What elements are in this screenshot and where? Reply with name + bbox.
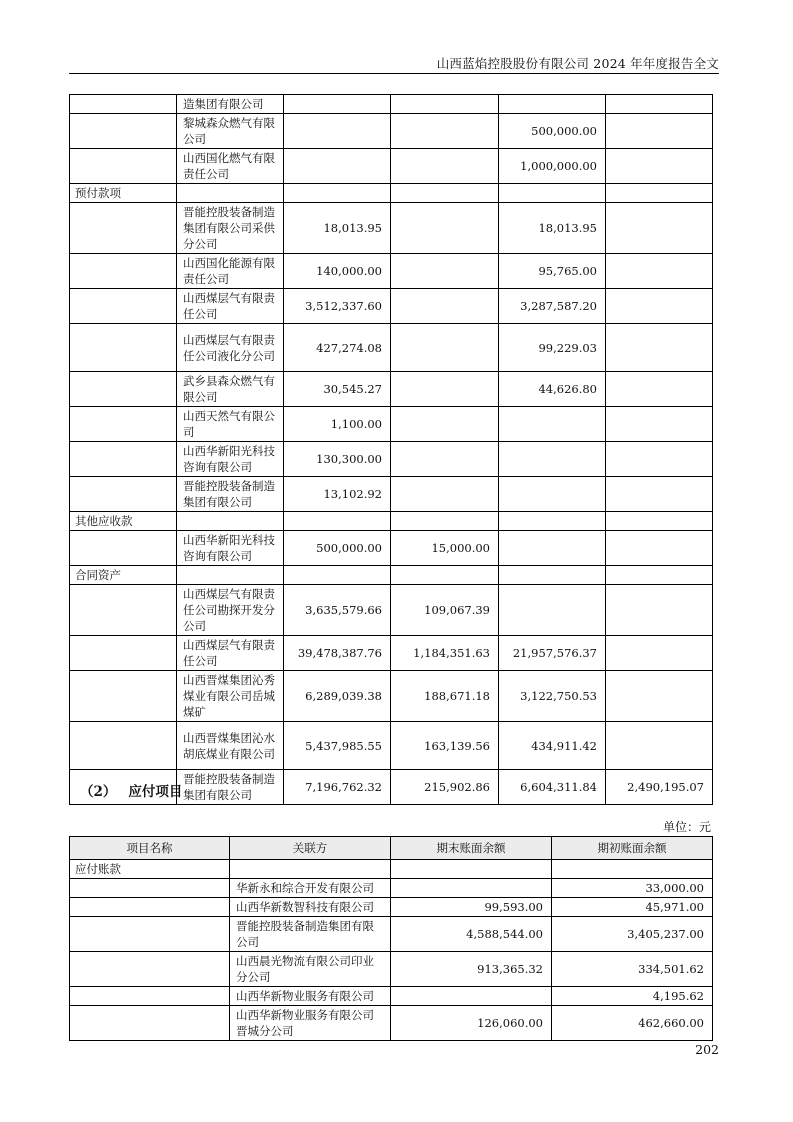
opening-balance-cell xyxy=(499,531,606,566)
item-name-cell xyxy=(70,1006,230,1041)
related-party-cell: 山西天然气有限公司 xyxy=(177,407,284,442)
header-item-name: 项目名称 xyxy=(70,837,230,860)
related-party-cell: 山西煤层气有限责任公司液化分公司 xyxy=(177,324,284,372)
payables-section-heading xyxy=(80,780,182,800)
table-row xyxy=(70,254,713,289)
category-cell xyxy=(70,722,177,770)
table-row xyxy=(70,722,713,770)
ending-bad-debt-cell xyxy=(391,114,499,149)
section-number: （2） xyxy=(80,784,117,800)
opening-balance-cell: 95,765.00 xyxy=(499,254,606,289)
category-cell xyxy=(70,585,177,636)
ending-balance-cell: 427,274.08 xyxy=(284,324,391,372)
table-row xyxy=(70,442,713,477)
opening-balance-cell: 4,195.62 xyxy=(552,987,713,1006)
related-party-cell: 晋能控股装备制造集团有限公司 xyxy=(177,477,284,512)
ending-balance-cell: 140,000.00 xyxy=(284,254,391,289)
ending-bad-debt-cell xyxy=(391,289,499,324)
ending-balance-cell: 18,013.95 xyxy=(284,203,391,254)
opening-balance-cell xyxy=(499,477,606,512)
category-cell xyxy=(70,203,177,254)
category-cell xyxy=(70,149,177,184)
related-party-cell: 山西华新阳光科技咨询有限公司 xyxy=(177,442,284,477)
category-cell xyxy=(70,442,177,477)
table-row xyxy=(70,149,713,184)
ending-balance-cell: 1,100.00 xyxy=(284,407,391,442)
opening-bad-debt-cell xyxy=(606,566,713,585)
opening-bad-debt-cell xyxy=(606,477,713,512)
receivables-table-body xyxy=(70,95,713,805)
ending-bad-debt-cell xyxy=(391,149,499,184)
related-party-cell xyxy=(177,184,284,203)
opening-balance-cell: 434,911.42 xyxy=(499,722,606,770)
table-row xyxy=(70,203,713,254)
ending-bad-debt-cell xyxy=(391,324,499,372)
opening-bad-debt-cell xyxy=(606,114,713,149)
category-cell xyxy=(70,636,177,671)
related-party-cell: 山西晨光物流有限公司印业分公司 xyxy=(230,952,391,987)
ending-balance-cell xyxy=(284,114,391,149)
related-party-cell: 晋能控股装备制造集团有限公司采供分公司 xyxy=(177,203,284,254)
category-cell xyxy=(70,407,177,442)
opening-balance-cell xyxy=(552,860,713,879)
ending-balance-cell: 99,593.00 xyxy=(391,898,552,917)
opening-bad-debt-cell xyxy=(606,95,713,114)
related-party-cell: 山西国化燃气有限责任公司 xyxy=(177,149,284,184)
opening-balance-cell: 33,000.00 xyxy=(552,879,713,898)
ending-balance-cell: 913,365.32 xyxy=(391,952,552,987)
opening-balance-cell: 99,229.03 xyxy=(499,324,606,372)
item-name-cell xyxy=(70,952,230,987)
related-party-cell: 山西煤层气有限责任公司勘探开发分公司 xyxy=(177,585,284,636)
ending-bad-debt-cell xyxy=(391,254,499,289)
opening-balance-cell: 18,013.95 xyxy=(499,203,606,254)
ending-bad-debt-cell: 163,139.56 xyxy=(391,722,499,770)
related-party-cell: 造集团有限公司 xyxy=(177,95,284,114)
table-row xyxy=(70,324,713,372)
ending-bad-debt-cell xyxy=(391,477,499,512)
opening-balance-cell: 462,660.00 xyxy=(552,1006,713,1041)
item-name-cell: 应付账款 xyxy=(70,860,230,879)
ending-bad-debt-cell xyxy=(391,95,499,114)
related-party-cell xyxy=(177,512,284,531)
opening-balance-cell xyxy=(499,442,606,477)
ending-bad-debt-cell xyxy=(391,512,499,531)
opening-balance-cell: 500,000.00 xyxy=(499,114,606,149)
ending-balance-cell xyxy=(391,879,552,898)
ending-balance-cell xyxy=(284,184,391,203)
ending-bad-debt-cell xyxy=(391,184,499,203)
related-party-cell: 山西国化能源有限责任公司 xyxy=(177,254,284,289)
related-party-cell xyxy=(177,566,284,585)
table-row xyxy=(70,987,713,1006)
opening-bad-debt-cell xyxy=(606,407,713,442)
table-row xyxy=(70,898,713,917)
category-cell xyxy=(70,324,177,372)
item-name-cell xyxy=(70,879,230,898)
ending-balance-cell xyxy=(391,860,552,879)
opening-bad-debt-cell xyxy=(606,512,713,531)
table-row xyxy=(70,671,713,722)
table-row xyxy=(70,114,713,149)
opening-balance-cell: 44,626.80 xyxy=(499,372,606,407)
related-party-cell: 山西煤层气有限责任公司 xyxy=(177,636,284,671)
related-party-receivables-table xyxy=(69,94,713,805)
ending-balance-cell: 4,588,544.00 xyxy=(391,917,552,952)
opening-balance-cell xyxy=(499,407,606,442)
opening-balance-cell: 3,287,587.20 xyxy=(499,289,606,324)
ending-bad-debt-cell: 188,671.18 xyxy=(391,671,499,722)
category-cell xyxy=(70,95,177,114)
header-ending-balance: 期末账面余额 xyxy=(391,837,552,860)
payables-table-body xyxy=(70,860,713,1041)
related-party-payables-table xyxy=(69,836,713,1041)
ending-balance-cell: 6,289,039.38 xyxy=(284,671,391,722)
unit-label: 单位：元 xyxy=(662,820,711,834)
ending-balance-cell: 3,512,337.60 xyxy=(284,289,391,324)
ending-balance-cell xyxy=(284,95,391,114)
table-row xyxy=(70,477,713,512)
related-party-cell: 山西华新阳光科技咨询有限公司 xyxy=(177,531,284,566)
related-party-cell: 山西晋煤集团沁秀煤业有限公司岳城煤矿 xyxy=(177,671,284,722)
related-party-cell: 山西华新数智科技有限公司 xyxy=(230,898,391,917)
ending-bad-debt-cell xyxy=(391,442,499,477)
ending-balance-cell: 13,102.92 xyxy=(284,477,391,512)
ending-bad-debt-cell xyxy=(391,407,499,442)
opening-bad-debt-cell: 2,490,195.07 xyxy=(606,770,713,805)
opening-balance-cell: 45,971.00 xyxy=(552,898,713,917)
section-title: 应付项目 xyxy=(128,784,183,800)
related-party-cell: 山西华新物业服务有限公司晋城分公司 xyxy=(230,1006,391,1041)
related-party-cell: 黎城森众燃气有限公司 xyxy=(177,114,284,149)
opening-balance-cell: 3,122,750.53 xyxy=(499,671,606,722)
table-row xyxy=(70,407,713,442)
ending-balance-cell: 7,196,762.32 xyxy=(284,770,391,805)
table-row xyxy=(70,636,713,671)
table-row xyxy=(70,860,713,879)
category-cell: 预付款项 xyxy=(70,184,177,203)
table-row xyxy=(70,372,713,407)
ending-balance-cell: 126,060.00 xyxy=(391,1006,552,1041)
opening-balance-cell: 334,501.62 xyxy=(552,952,713,987)
ending-bad-debt-cell: 215,902.86 xyxy=(391,770,499,805)
page-number: 202 xyxy=(695,1042,719,1057)
table-row xyxy=(70,95,713,114)
related-party-cell: 华新永和综合开发有限公司 xyxy=(230,879,391,898)
ending-bad-debt-cell: 15,000.00 xyxy=(391,531,499,566)
related-party-cell: 武乡县森众燃气有限公司 xyxy=(177,372,284,407)
opening-bad-debt-cell xyxy=(606,289,713,324)
opening-bad-debt-cell xyxy=(606,372,713,407)
header-related-party: 关联方 xyxy=(230,837,391,860)
item-name-cell xyxy=(70,987,230,1006)
opening-bad-debt-cell xyxy=(606,636,713,671)
opening-bad-debt-cell xyxy=(606,585,713,636)
table-row xyxy=(70,952,713,987)
ending-balance-cell: 500,000.00 xyxy=(284,531,391,566)
opening-balance-cell: 3,405,237.00 xyxy=(552,917,713,952)
item-name-cell xyxy=(70,898,230,917)
header-opening-balance: 期初账面余额 xyxy=(552,837,713,860)
opening-balance-cell: 21,957,576.37 xyxy=(499,636,606,671)
ending-balance-cell xyxy=(284,566,391,585)
related-party-cell: 山西华新物业服务有限公司 xyxy=(230,987,391,1006)
opening-bad-debt-cell xyxy=(606,671,713,722)
category-cell xyxy=(70,289,177,324)
ending-bad-debt-cell xyxy=(391,372,499,407)
ending-balance-cell xyxy=(284,149,391,184)
report-header-title: 山西蓝焰控股股份有限公司 2024 年年度报告全文 xyxy=(436,56,719,71)
table-row xyxy=(70,512,713,531)
opening-bad-debt-cell xyxy=(606,324,713,372)
category-cell: 合同资产 xyxy=(70,566,177,585)
table-row xyxy=(70,917,713,952)
ending-bad-debt-cell: 1,184,351.63 xyxy=(391,636,499,671)
ending-balance-cell xyxy=(391,987,552,1006)
ending-balance-cell xyxy=(284,512,391,531)
item-name-cell xyxy=(70,917,230,952)
opening-bad-debt-cell xyxy=(606,149,713,184)
opening-balance-cell xyxy=(499,566,606,585)
opening-balance-cell xyxy=(499,512,606,531)
related-party-cell xyxy=(230,860,391,879)
related-party-cell: 晋能控股装备制造集团有限公司 xyxy=(230,917,391,952)
ending-balance-cell: 30,545.27 xyxy=(284,372,391,407)
ending-balance-cell: 130,300.00 xyxy=(284,442,391,477)
opening-bad-debt-cell xyxy=(606,722,713,770)
opening-balance-cell: 6,604,311.84 xyxy=(499,770,606,805)
ending-balance-cell: 39,478,387.76 xyxy=(284,636,391,671)
table-row xyxy=(70,289,713,324)
ending-balance-cell: 3,635,579.66 xyxy=(284,585,391,636)
category-cell xyxy=(70,372,177,407)
related-party-cell: 晋能控股装备制造集团有限公司 xyxy=(177,770,284,805)
ending-balance-cell: 5,437,985.55 xyxy=(284,722,391,770)
opening-bad-debt-cell xyxy=(606,203,713,254)
category-cell xyxy=(70,254,177,289)
opening-balance-cell xyxy=(499,95,606,114)
opening-bad-debt-cell xyxy=(606,442,713,477)
opening-bad-debt-cell xyxy=(606,254,713,289)
table-row xyxy=(70,879,713,898)
category-cell xyxy=(70,671,177,722)
opening-bad-debt-cell xyxy=(606,184,713,203)
table-row xyxy=(70,184,713,203)
opening-balance-cell: 1,000,000.00 xyxy=(499,149,606,184)
opening-bad-debt-cell xyxy=(606,531,713,566)
related-party-cell: 山西晋煤集团沁水胡底煤业有限公司 xyxy=(177,722,284,770)
table-header-row xyxy=(70,837,713,860)
category-cell: 其他应收款 xyxy=(70,512,177,531)
table-row xyxy=(70,531,713,566)
opening-balance-cell xyxy=(499,184,606,203)
opening-balance-cell xyxy=(499,585,606,636)
ending-bad-debt-cell xyxy=(391,203,499,254)
header-divider xyxy=(69,73,719,74)
table-row xyxy=(70,566,713,585)
category-cell xyxy=(70,531,177,566)
ending-bad-debt-cell xyxy=(391,566,499,585)
related-party-cell: 山西煤层气有限责任公司 xyxy=(177,289,284,324)
table-row xyxy=(70,585,713,636)
ending-bad-debt-cell: 109,067.39 xyxy=(391,585,499,636)
category-cell xyxy=(70,114,177,149)
category-cell xyxy=(70,477,177,512)
table-row xyxy=(70,1006,713,1041)
